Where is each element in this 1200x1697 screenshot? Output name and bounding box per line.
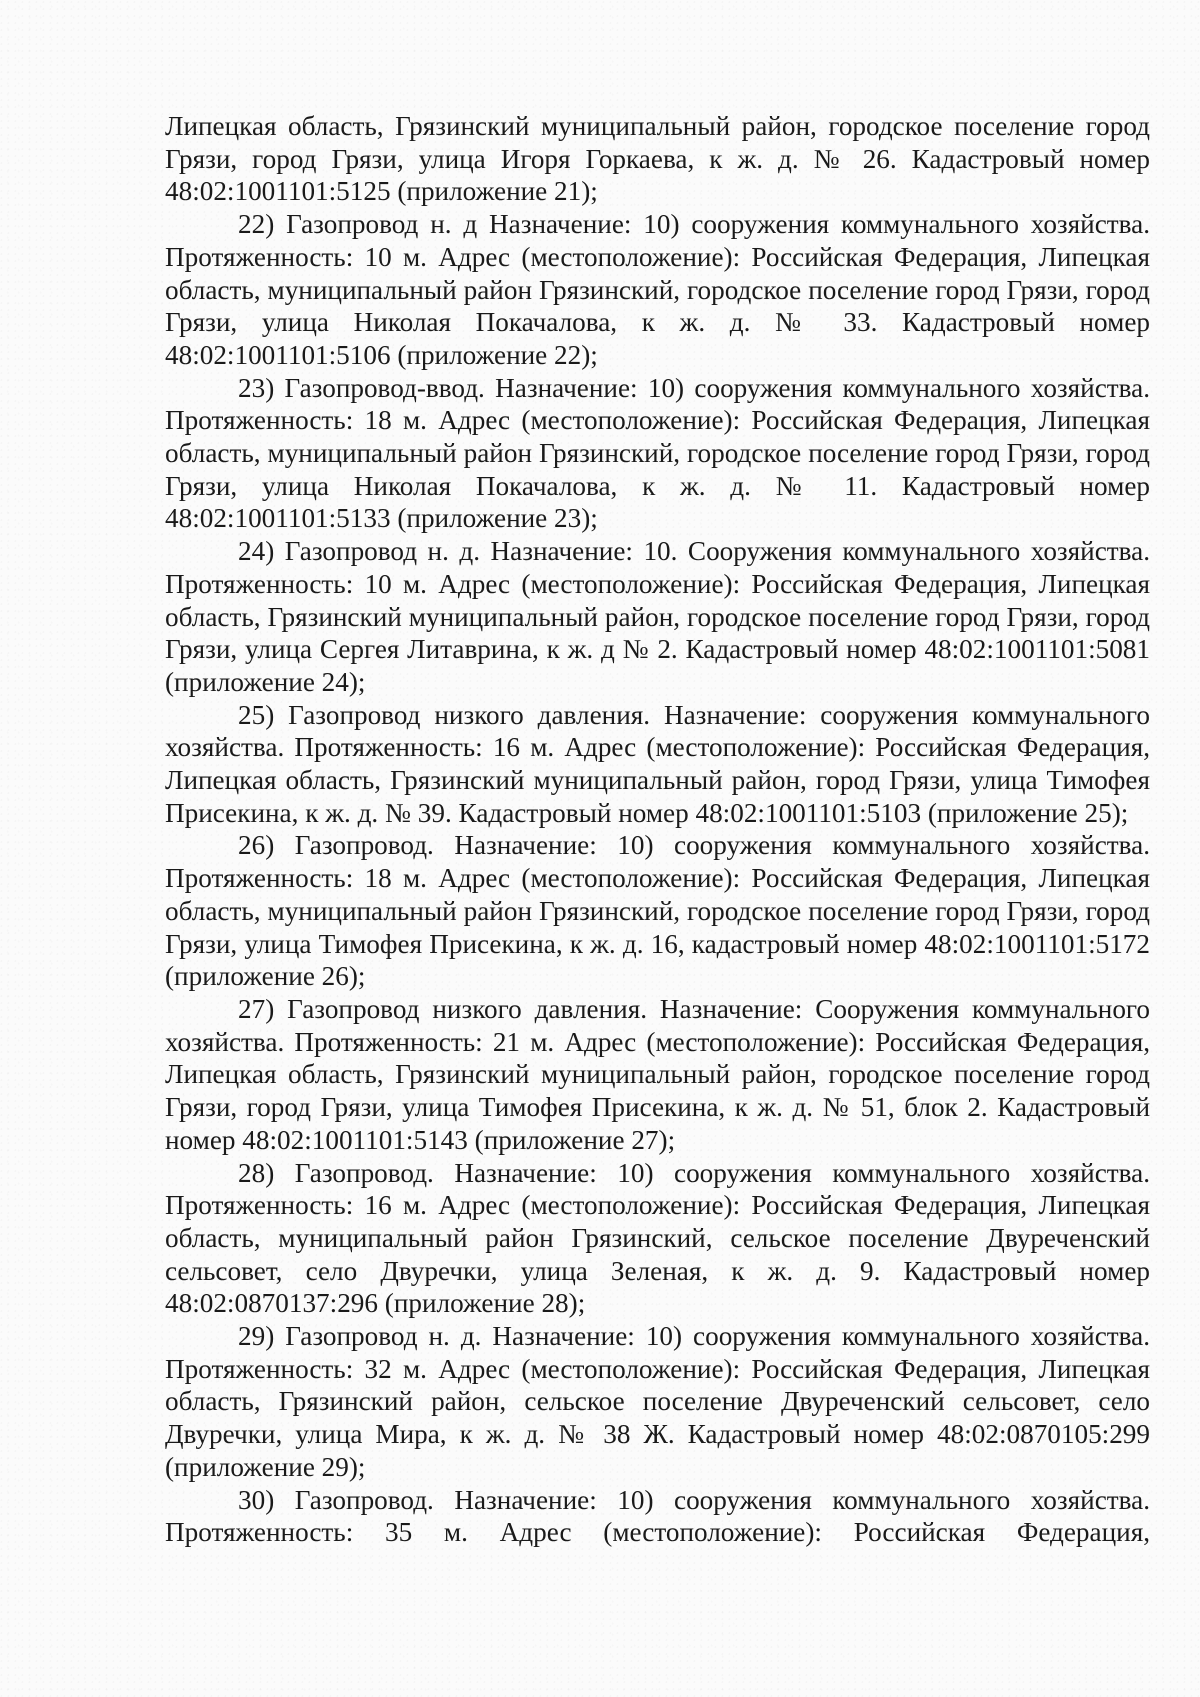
paragraph-item-26: 26) Газопровод. Назначение: 10) сооружения коммунального хозяйства. Протяженность: 18 м. Адрес (местоположение): Российская Федерация, Липецкая область, муниципальный район Грязинский, городское поселение город Грязи, город Грязи, улица Тимофея Присекина, к ж. д. 16, кадастровый номер 48:02:1001101:5172 (приложение 26); xyxy=(165,830,1150,992)
paragraph-item-22: 22) Газопровод н. д Назначение: 10) сооружения коммунального хозяйства. Протяженность: 10 м. Адрес (местоположение): Российская Федерация, Липецкая область, муниципальный район Грязинский, городское поселение город Грязи, город Грязи, улица Николая Покачалова, к ж. д. № 33. Кадастровый номер 48:02:1001101:5106 (приложение 22); xyxy=(165,209,1150,370)
paragraph-item-23: 23) Газопровод-ввод. Назначение: 10) сооружения коммунального хозяйства. Протяженность: 18 м. Адрес (местоположение): Российская Федерация, Липецкая область, муниципальный район Грязинский, городское поселение город Грязи, город Грязи, улица Николая Покачалова, к ж. д. № 11. Кадастровый номер 48:02:1001101:5133 (приложение 23); xyxy=(165,372,1150,534)
paragraph-item-29: 29) Газопровод н. д. Назначение: 10) сооружения коммунального хозяйства. Протяженность: 32 м. Адрес (местоположение): Российская Федерация, Липецкая область, Грязинский район, сельское поселение Двуреченский сельсовет, село Двуречки, улица Мира, к ж. д. № 38 Ж. Кадастровый номер 48:02:0870105:299 (приложение 29); xyxy=(165,1321,1150,1482)
paragraph-item-25: 25) Газопровод низкого давления. Назначение: сооружения коммунального хозяйства. Протяженность: 16 м. Адрес (местоположение): Российская Федерация, Липецкая область, Грязинский муниципальный район, город Грязи, улица Тимофея Присекина, к ж. д. № 39. Кадастровый номер 48:02:1001101:5103 (приложение 25); xyxy=(165,699,1150,828)
document-body xyxy=(165,110,1150,1549)
paragraph-continuation: Липецкая область, Грязинский муниципальный район, городское поселение город Грязи, город Грязи, улица Игоря Горкаева, к ж. д. № 26. Кадастровый номер 48:02:1001101:5125 (приложение 21); xyxy=(165,111,1150,207)
paragraph-item-28: 28) Газопровод. Назначение: 10) сооружения коммунального хозяйства. Протяженность: 16 м. Адрес (местоположение): Российская Федерация, Липецкая область, муниципальный район Грязинский, сельское поселение Двуреченский сельсовет, село Двуречки, улица Зеленая, к ж. д. 9. Кадастровый номер 48:02:0870137:296 (приложение 28); xyxy=(165,1157,1150,1319)
paragraph-item-27: 27) Газопровод низкого давления. Назначение: Сооружения коммунального хозяйства. Протяженность: 21 м. Адрес (местоположение): Российская Федерация, Липецкая область, Грязинский муниципальный район, городское поселение город Грязи, город Грязи, улица Тимофея Присекина, к ж. д. № 51, блок 2. Кадастровый номер 48:02:1001101:5143 (приложение 27); xyxy=(165,993,1150,1155)
paragraph-item-24: 24) Газопровод н. д. Назначение: 10. Сооружения коммунального хозяйства. Протяженность: 10 м. Адрес (местоположение): Российская Федерация, Липецкая область, Грязинский муниципальный район, городское поселение город Грязи, город Грязи, улица Сергея Литаврина, к ж. д № 2. Кадастровый номер 48:02:1001101:5081 (приложение 24); xyxy=(165,536,1150,697)
paragraph-item-30: 30) Газопровод. Назначение: 10) сооружения коммунального хозяйства. Протяженность: 35 м. Адрес (местоположение): Российская Федерация, xyxy=(165,1484,1150,1548)
